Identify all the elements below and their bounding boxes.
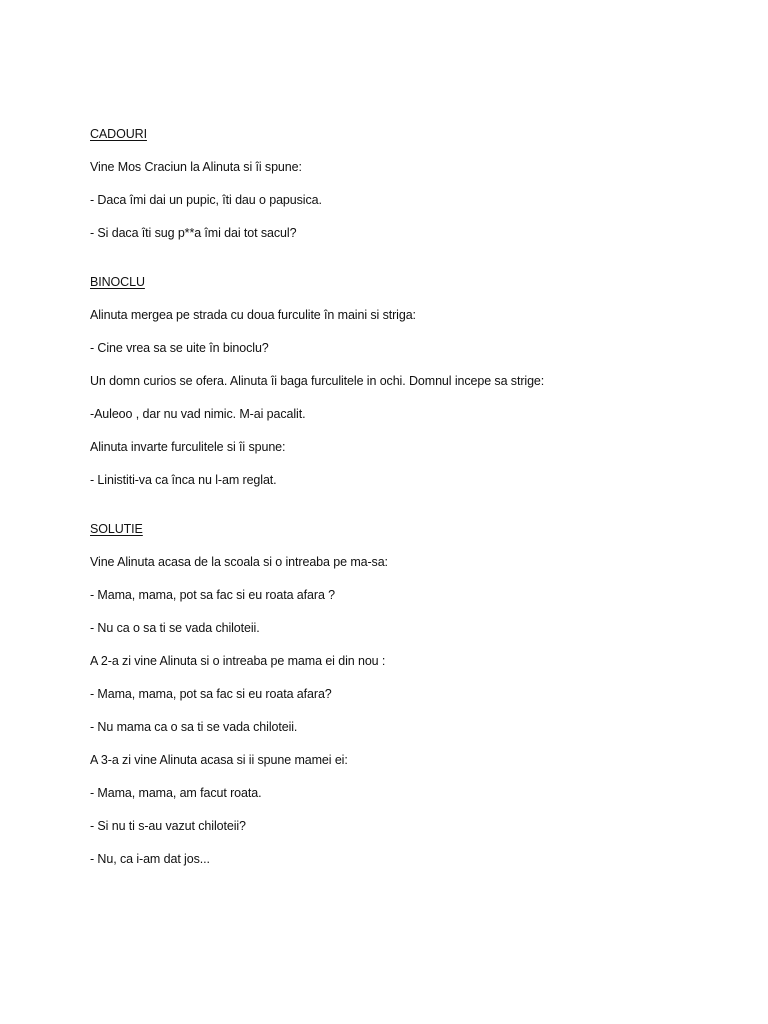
- text-line: - Mama, mama, pot sa fac si eu roata afara ?: [90, 588, 336, 602]
- text-line: - Mama, mama, am facut roata.: [90, 786, 262, 800]
- section-heading: BINOCLU: [90, 275, 145, 289]
- text-line: Alinuta mergea pe strada cu doua furculite în maini si striga:: [90, 308, 416, 322]
- text-line: - Linistiti-va ca înca nu l-am reglat.: [90, 473, 277, 487]
- section-heading: CADOURI: [90, 127, 147, 141]
- section-binoclu: [90, 274, 730, 488]
- text-line: - Si nu ti s-au vazut chiloteii?: [90, 819, 246, 833]
- text-line: -Auleoo , dar nu vad nimic. M-ai pacalit.: [90, 407, 306, 421]
- text-line: - Nu mama ca o sa ti se vada chiloteii.: [90, 720, 298, 734]
- text-line: Alinuta invarte furculitele si îi spune:: [90, 440, 286, 454]
- text-line: A 3-a zi vine Alinuta acasa si ii spune mamei ei:: [90, 753, 348, 767]
- text-line: - Si daca îti sug p**a îmi dai tot sacul?: [90, 226, 297, 240]
- text-line: Vine Alinuta acasa de la scoala si o intreaba pe ma-sa:: [90, 555, 388, 569]
- text-line: - Mama, mama, pot sa fac si eu roata afara?: [90, 687, 332, 701]
- document-body: [90, 126, 730, 884]
- text-line: - Nu, ca i-am dat jos...: [90, 852, 210, 866]
- text-line: - Nu ca o sa ti se vada chiloteii.: [90, 621, 260, 635]
- text-line: A 2-a zi vine Alinuta si o intreaba pe mama ei din nou :: [90, 654, 386, 668]
- section-heading: SOLUTIE: [90, 522, 143, 536]
- text-line: Un domn curios se ofera. Alinuta îi baga furculitele in ochi. Domnul incepe sa strige:: [90, 374, 545, 388]
- text-line: Vine Mos Craciun la Alinuta si îi spune:: [90, 160, 302, 174]
- section-solutie: [90, 521, 730, 867]
- section-cadouri: [90, 126, 730, 241]
- text-line: - Daca îmi dai un pupic, îti dau o papusica.: [90, 193, 322, 207]
- text-line: - Cine vrea sa se uite în binoclu?: [90, 341, 269, 355]
